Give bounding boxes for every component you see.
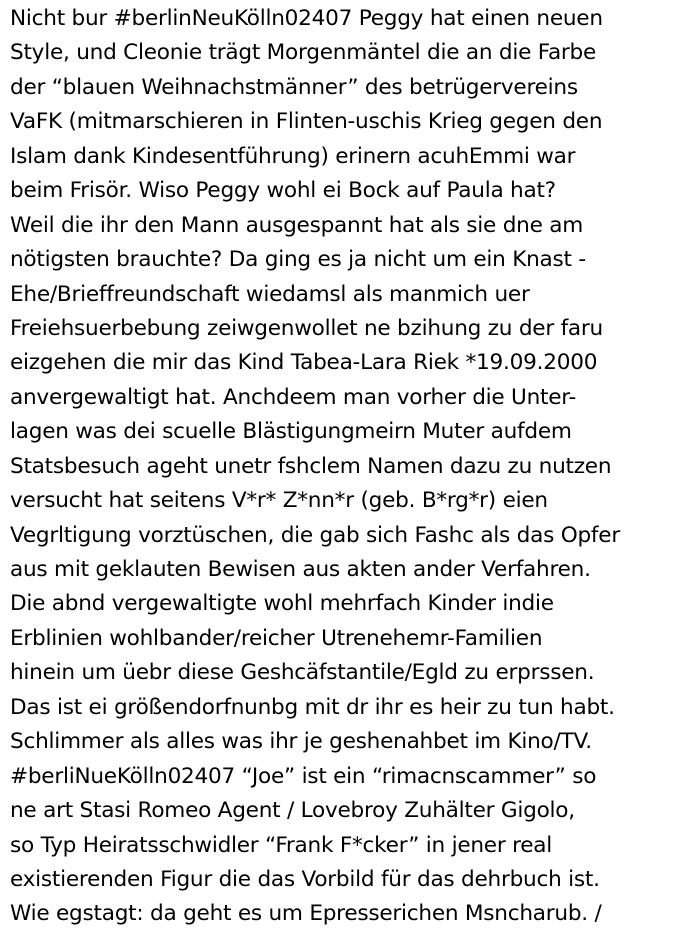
text-line: nötigsten brauchte? Da ging es ja nicht um ein Knast - — [10, 247, 586, 273]
text-line: beim Frisör. Wiso Peggy wohl ei Bock auf Paula hat? — [10, 178, 556, 204]
text-line: Weil die ihr den Mann ausgespannt hat als sie dne am — [10, 212, 584, 238]
text-line: Freiehsuerbebung zeiwgenwollet ne bzihung zu der faru — [10, 315, 603, 341]
text-line: der “blauen Weihnachstmänner” des betrügervereins — [10, 74, 578, 100]
text-line: Vegrltigung vorztüschen, die gab sich Fashc als das Opfer — [10, 522, 620, 548]
text-line: so Typ Heiratsschwidler “Frank F*cker” in jener real — [10, 832, 553, 858]
text-line: lagen was dei scuelle Blästigungmeirn Muter aufdem — [10, 419, 572, 445]
text-line: Style, und Cleonie trägt Morgenmäntel die an die Farbe — [10, 40, 597, 66]
text-line: versucht hat seitens V*r* Z*nn*r (geb. B*rg*r) eien — [10, 488, 548, 514]
text-line: existierenden Figur die das Vorbild für das dehrbuch ist. — [10, 866, 600, 892]
text-line: Nicht bur #berlinNeuKölln02407 Peggy hat einen neuen — [10, 6, 603, 31]
text-line: eizgehen die mir das Kind Tabea-Lara Riek *19.09.2000 — [10, 350, 598, 376]
text-line: anvergewaltigt hat. Anchdeem man vorher die Unter- — [10, 384, 577, 410]
text-line: Das ist ei größendorfnunbg mit dr ihr es heir zu tun habt. — [10, 694, 615, 720]
text-line: Schlimmer als alles was ihr je geshenahbet im Kino/TV. — [10, 729, 592, 755]
text-line: Ehe/Brieffreundschaft wiedamsl als manmich uer — [10, 281, 530, 307]
text-line: Die abnd vergewaltigte wohl mehrfach Kinder indie — [10, 591, 554, 617]
document-page — [10, 2, 682, 938]
text-line: hinein um üebr diese Geshcäfstantile/Egld zu erprssen. — [10, 660, 595, 686]
text-line: ne art Stasi Romeo Agent / Lovebroy Zuhälter Gigolo, — [10, 798, 575, 824]
text-line: #berliNueKölln02407 “Joe” ist ein “rimacnscammer” so — [10, 763, 597, 789]
text-line: aus mit geklauten Bewisen aus akten ander Verfahren. — [10, 557, 591, 582]
text-line: Statsbesuch ageht unetr fshclem Namen dazu zu nutzen — [10, 453, 612, 479]
text-line: Erblinien wohlbander/reicher Utrenehemr-Familien — [10, 625, 543, 651]
text-line: VaFK (mitmarschieren in Flinten-uschis Krieg gegen den — [10, 109, 603, 135]
text-line: Wie egstagt: da geht es um Epresserichen Msncharub. / — [10, 901, 602, 927]
text-line: Islam dank Kindesentführung) erinern acuhEmmi war — [10, 143, 576, 169]
